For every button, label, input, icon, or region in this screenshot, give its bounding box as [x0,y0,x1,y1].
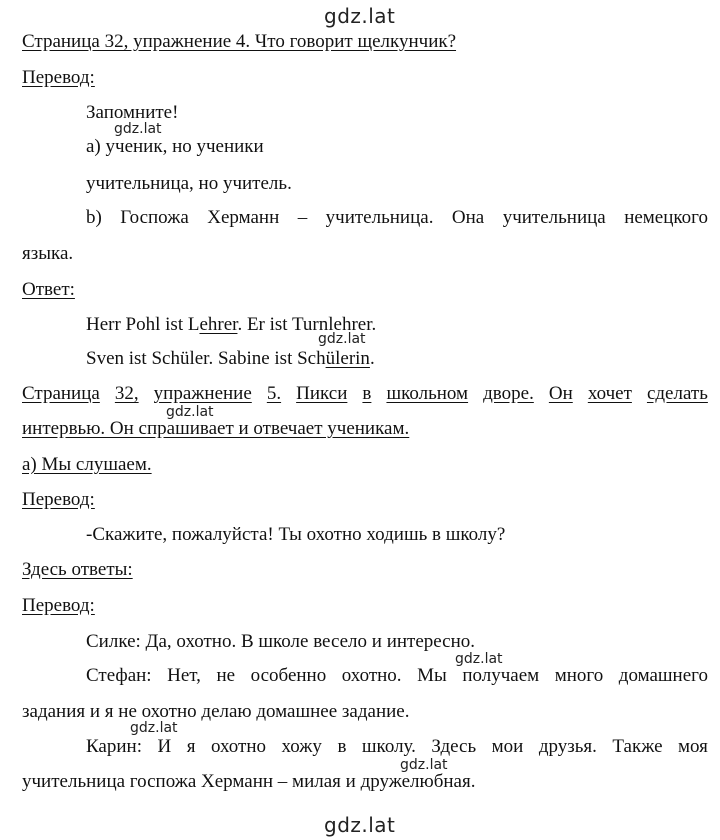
exercise-5-title-end: интервью. Он спрашивает и отвечает ученикам. [22,418,410,439]
word: Херманн [207,207,280,228]
word: я [186,736,196,757]
silke-answer: Силке: Да, охотно. В школе весело и интересно. [86,631,476,652]
answer-line-2 [86,347,708,371]
word: много [554,665,604,686]
word: школьном [386,383,469,404]
stefan-answer [86,664,708,688]
answer-underlined: ülerin [325,348,370,369]
exercise-5-title [22,382,708,406]
answer-text: Herr Pohl ist L [86,314,200,335]
word: Мы [417,665,447,686]
word: Карин: [86,736,142,757]
exercise-4-title: Страница 32, упражнение 4. Что говорит щелкунчик? [22,31,457,52]
answer-text: . [369,348,375,369]
watermark: gdz.lat [455,651,503,667]
word: сделать [646,383,708,404]
remember-text: Запомните! [86,102,179,123]
karin-answer-end: учительница госпожа Херманн – милая и дружелюбная. [22,771,476,792]
word: 32, [114,383,139,404]
question-text: -Скажите, пожалуйста! Ты охотно ходишь в школу? [86,524,506,545]
watermark: gdz.lat [400,757,448,773]
word: Пикси [296,383,348,404]
word: 5. [266,383,282,404]
word: Здесь [431,736,477,757]
answer-underlined: ehrer [199,314,238,335]
answer-text: Sven ist Schüler. Sabine ist Sch [86,348,326,369]
watermark: gdz.lat [130,720,178,736]
translation-label-2: Перевод: [22,595,95,616]
word: хочет [587,383,632,404]
word: в [362,383,372,404]
word: Стефан: [86,665,152,686]
line-a: a) ученик, но ученики [86,136,264,157]
word: не [216,665,236,686]
translation-label: Перевод: [22,489,95,510]
line-a2: учительница, но учитель. [86,173,292,194]
word: друзья. [538,736,597,757]
answer-label: Ответ: [22,279,75,300]
watermark: gdz.lat [114,121,162,137]
word: Нет, [167,665,201,686]
line-b [86,206,708,230]
translation-label: Перевод: [22,67,95,88]
word: мои [491,736,524,757]
line-b-end: языка. [22,243,74,264]
watermark: gdz.lat [318,331,366,347]
word: получаем [462,665,540,686]
word: упражнение [153,383,252,404]
word: в [337,736,347,757]
word: школу. [361,736,416,757]
karin-answer [86,735,708,759]
word: учительница [502,207,606,228]
word: Страница [22,383,100,404]
part-a-label: а) Мы слушаем. [22,454,152,475]
word: домашнего [618,665,708,686]
word: моя [678,736,708,757]
word: Также [612,736,663,757]
word: Он [548,383,573,404]
answer-text: . Er ist Turnlehrer. [237,314,377,335]
watermark-top: gdz.lat [324,4,396,28]
watermark: gdz.lat [166,404,214,420]
word: Она [451,207,485,228]
word: охотно. [341,665,402,686]
word: Госпожа [120,207,189,228]
stefan-answer-end: задания и я не охотно делаю домашнее задание. [22,701,410,722]
word: дворе. [483,383,534,404]
word: охотно [210,736,266,757]
word: учительница. [325,207,434,228]
word: – [297,207,308,228]
answers-label: Здесь ответы: [22,559,133,580]
word: И [157,736,172,757]
word: немецкого [624,207,708,228]
word: особенно [250,665,327,686]
word: b) [86,207,102,228]
word: хожу [281,736,322,757]
answer-line-1 [86,313,708,337]
watermark-bottom: gdz.lat [324,813,396,837]
